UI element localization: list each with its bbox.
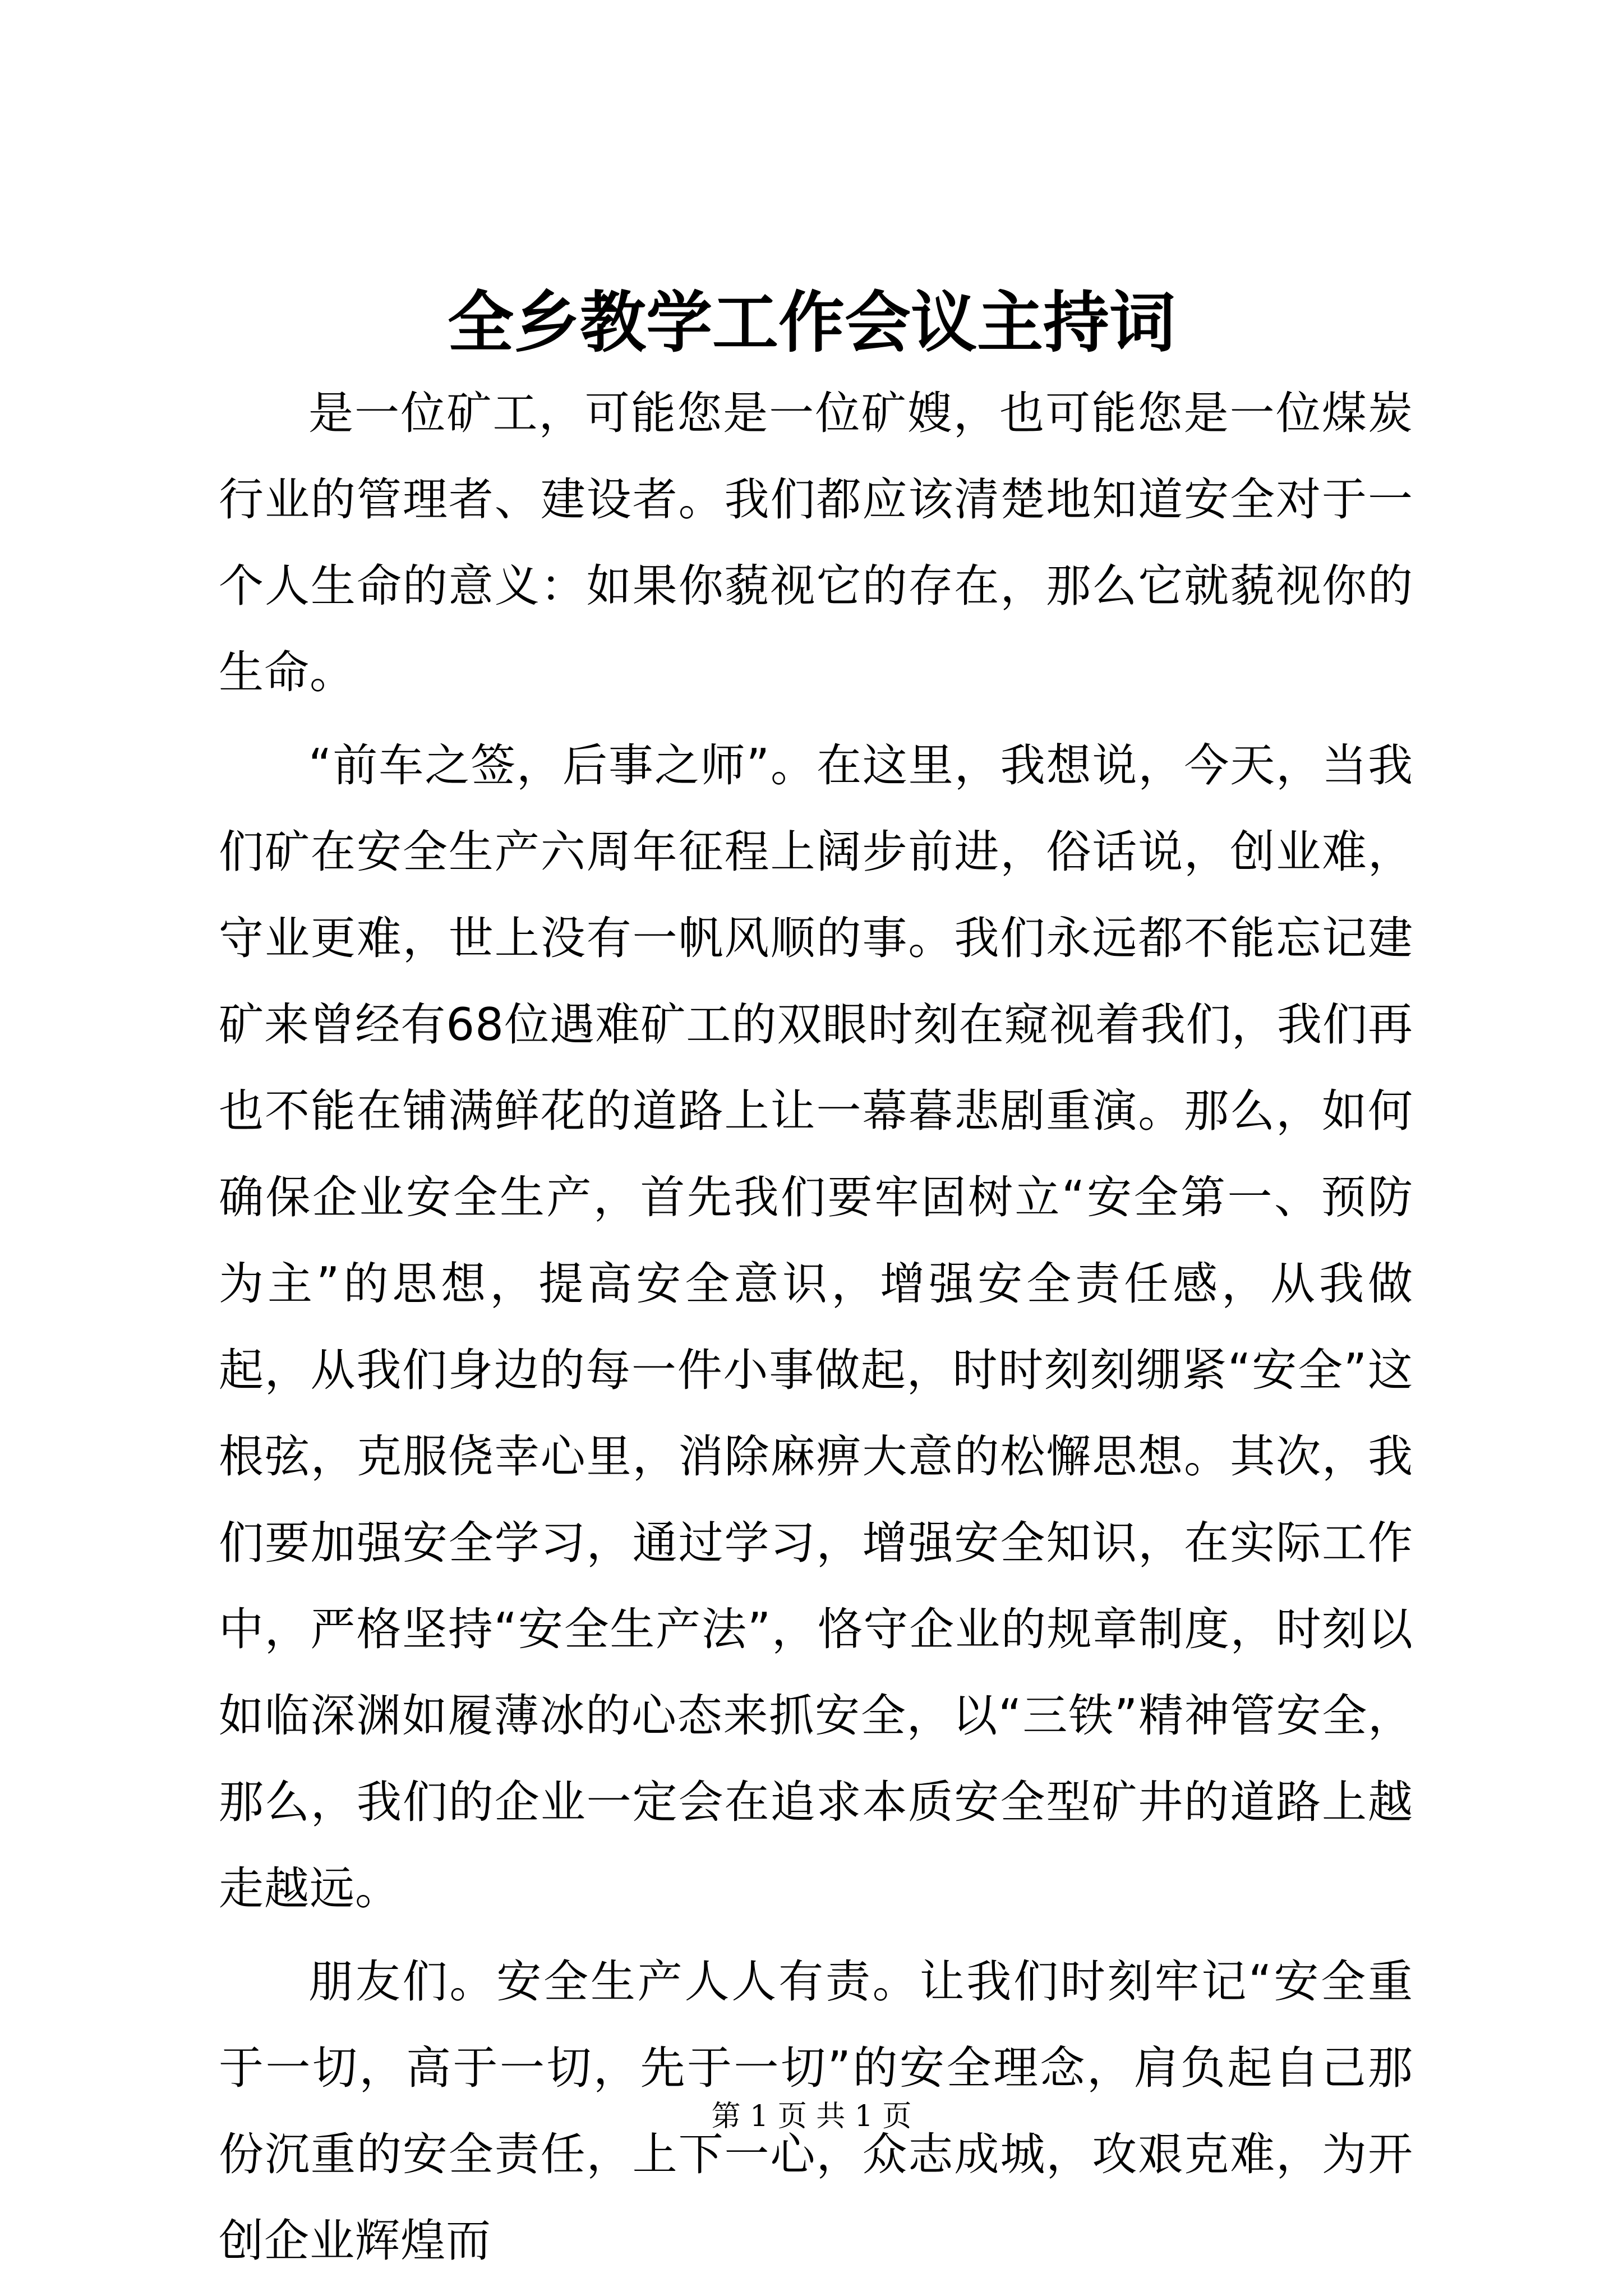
paragraph-3: 朋友们。安全生产人人有责。让我们时刻牢记“安全重于一切，高于一切，先于一切”的安全理念，肩负起自己那份沉重的安全责任，上下一心，众志成城，攻艰克难，为开创企业辉煌而 [219,1955,1413,2267]
document-body [219,370,1413,2284]
document-title: 全乡教学工作会议主持词 [447,283,1175,361]
paragraph-1: 是一位矿工，可能您是一位矿嫂，也可能您是一位煤炭行业的管理者、建设者。我们都应该清楚地知道安全对于一个人生命的意义：如果你藐视它的存在，那么它就藐视你的生命。 [219,387,1413,698]
paragraph-2: “前车之签，后事之师”。在这里，我想说，今天，当我们矿在安全生产六周年征程上阔步前进，俗话说，创业难，守业更难，世上没有一帆风顺的事。我们永远都不能忘记建矿来曾经有68位遇难矿工的双眼时刻在窥视着我们，我们再也不能在铺满鲜花的道路上让一幕暮悲剧重演。那么，如何确保企业安全生产，首先我们要牢固树立“安全第一、预防为主”的思想，提高安全意识，增强安全责任感，从我做起，从我们身边的每一件小事做起，时时刻刻绷紧“安全”这根弦，克服侥幸心里，消除麻痹大意的松懈思想。其次，我们要加强安全学习，通过学习，增强安全知识，在实际工作中，严格坚持“安全生产法”，恪守企业的规章制度，时刻以如临深渊如履薄冰的心态来抓安全，以“三铁”精神管安全，那么，我们的企业一定会在追求本质安全型矿井的道路上越走越远。 [219,739,1413,1915]
page-footer: 第 1 页 共 1 页 [711,2100,912,2133]
